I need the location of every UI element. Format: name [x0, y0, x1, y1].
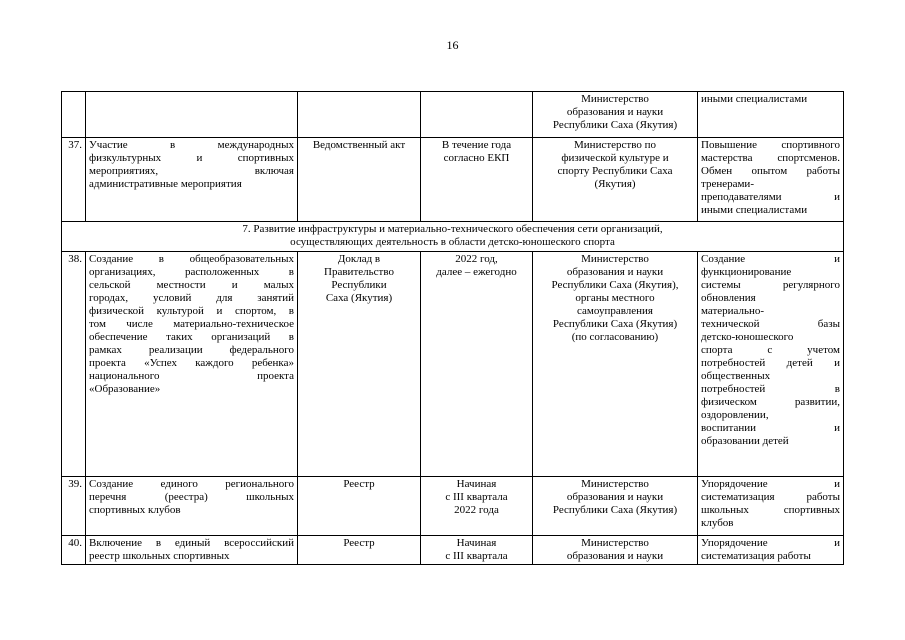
cell-text-line: 7. Развитие инфраструктуры и материально-технического обеспечения сети организаций, [242, 223, 663, 235]
cell-text-line: образования и науки [566, 491, 664, 503]
cell-text-line: Ведомственный акт [312, 139, 406, 151]
cell-text-line: спорта с учетом [701, 344, 840, 356]
cell-text-line: (по согласованию) [571, 331, 659, 343]
cell-text-line: Начиная [456, 537, 497, 549]
activity-cell [86, 92, 298, 138]
document-cell [298, 477, 421, 536]
activity-cell [86, 138, 298, 222]
cell-text-line: Министерство по [574, 139, 656, 151]
cell-text-line: том числе материально-техническое [89, 318, 294, 330]
deadline-cell [421, 92, 533, 138]
cell-text-line: функционирование [701, 266, 792, 278]
cell-text-line: мероприятиях, включая [89, 165, 294, 177]
cell-text-line: Участие в международных [89, 139, 294, 151]
section-header-row [62, 222, 844, 252]
cell-text-line: Республики Саха (Якутия), [551, 279, 679, 291]
cell-text-line: городах, условий для занятий [89, 292, 294, 304]
cell-text-line: иными специалистами [701, 93, 808, 105]
cell-text-line: воспитании и [701, 422, 840, 434]
responsible-cell [533, 252, 698, 477]
table-row [62, 536, 844, 565]
cell-text-line: мастерства спортсменов. [701, 152, 840, 164]
cell-text-line: иными специалистами [701, 204, 808, 216]
table-row [62, 477, 844, 536]
cell-text-line: Упорядочение и [701, 537, 840, 549]
cell-text-line: обновления [701, 292, 756, 304]
result-cell [698, 536, 844, 565]
cell-text-line: образования и науки [566, 550, 664, 562]
cell-text-line: 2022 год, [455, 253, 498, 265]
responsible-cell [533, 536, 698, 565]
cell-text-line: Министерство [581, 93, 649, 105]
cell-text-line: общественных [701, 370, 771, 382]
cell-text-line: Упорядочение и [701, 478, 840, 490]
cell-text-line: сельской местности и малых [89, 279, 294, 291]
cell-text-line: Включение в единый всероссийский [89, 537, 294, 549]
row-number-cell: 38. [62, 252, 86, 477]
responsible-cell [533, 138, 698, 222]
action-plan-table [61, 91, 844, 565]
cell-text-line: материально- [701, 305, 765, 317]
cell-text-line: организациях, расположенных в [89, 266, 294, 278]
cell-text-line: осуществляющих деятельность в области детско-юношеского спорта [290, 236, 615, 248]
cell-text-line: спортивных клубов [89, 504, 181, 516]
cell-text-line: потребностей в [701, 383, 840, 395]
cell-text-line: детско-юношеского [701, 331, 794, 343]
row-number-cell [62, 92, 86, 138]
cell-text-line: систематизация работы [701, 491, 840, 503]
cell-text-line: технической базы [701, 318, 840, 330]
cell-text-line: Республики [331, 279, 387, 291]
cell-text-line: В течение года [441, 139, 512, 151]
result-cell [698, 477, 844, 536]
activity-cell [86, 252, 298, 477]
cell-text-line: с III квартала [445, 491, 508, 503]
table-row [62, 92, 844, 138]
result-cell [698, 252, 844, 477]
cell-text-line: Создание единого регионального [89, 478, 294, 490]
cell-text-line: Повышение спортивного [701, 139, 840, 151]
table-row [62, 252, 844, 477]
result-cell [698, 92, 844, 138]
cell-text-line: Обмен опытом работы [701, 165, 840, 177]
deadline-cell [421, 252, 533, 477]
page-number: 16 [446, 38, 459, 52]
cell-text-line: проекта «Успех каждого ребенка» [89, 357, 294, 369]
responsible-cell [533, 477, 698, 536]
cell-text-line: Республики Саха (Якутия) [552, 119, 678, 131]
activity-cell [86, 477, 298, 536]
cell-text-line: Создание и [701, 253, 840, 265]
document-cell [298, 92, 421, 138]
cell-text-line: тренерами- [701, 178, 754, 190]
cell-text-line: образовании детей [701, 435, 789, 447]
document-cell [298, 536, 421, 565]
result-cell [698, 138, 844, 222]
cell-text-line: Начиная [456, 478, 497, 490]
cell-text-line: административные мероприятия [89, 178, 242, 190]
cell-text-line: Создание в общеобразовательных [89, 253, 294, 265]
cell-text-line: преподавателями и [701, 191, 840, 203]
cell-text-line: далее – ежегодно [436, 266, 517, 278]
cell-text-line: школьных спортивных [701, 504, 840, 516]
table-row [62, 138, 844, 222]
cell-text-line: Министерство [581, 537, 649, 549]
section-7-title [62, 222, 844, 252]
cell-text-line: рамках реализации федерального [89, 344, 294, 356]
cell-text-line: спорту Республики Саха [557, 165, 673, 177]
row-number-cell: 39. [62, 477, 86, 536]
cell-text-line: обеспечение таких организаций в [89, 331, 294, 343]
deadline-cell [421, 536, 533, 565]
cell-text-line: Республики Саха (Якутия) [552, 318, 678, 330]
cell-text-line: клубов [701, 517, 734, 529]
cell-text-line: физической культурой и спортом, в [89, 305, 294, 317]
cell-text-line: Республики Саха (Якутия) [552, 504, 678, 516]
row-number-cell: 37. [62, 138, 86, 222]
activity-cell [86, 536, 298, 565]
cell-text-line: Министерство [581, 253, 649, 265]
cell-text-line: согласно ЕКП [443, 152, 510, 164]
cell-text-line: физическом развитии, [701, 396, 840, 408]
cell-text-line: систематизация работы [701, 550, 811, 562]
cell-text-line: Министерство [581, 478, 649, 490]
document-cell [298, 252, 421, 477]
cell-text-line: «Образование» [89, 383, 161, 395]
cell-text-line: Правительство [324, 266, 394, 278]
cell-text-line: (Якутия) [594, 178, 636, 190]
cell-text-line: органы местного [575, 292, 655, 304]
cell-text-line: оздоровлении, [701, 409, 769, 421]
cell-text-line: Саха (Якутия) [325, 292, 393, 304]
document-cell [298, 138, 421, 222]
cell-text-line: физкультурных и спортивных [89, 152, 294, 164]
cell-text-line: потребностей детей и [701, 357, 840, 369]
row-number-cell: 40. [62, 536, 86, 565]
cell-text-line: национального проекта [89, 370, 294, 382]
cell-text-line: самоуправления [577, 305, 653, 317]
cell-text-line: Доклад в [337, 253, 381, 265]
cell-text-line: физической культуре и [561, 152, 669, 164]
deadline-cell [421, 138, 533, 222]
cell-text-line: Реестр [343, 537, 375, 549]
cell-text-line: перечня (реестра) школьных [89, 491, 294, 503]
deadline-cell [421, 477, 533, 536]
cell-text-line: образования и науки [566, 106, 664, 118]
cell-text-line: с III квартала [445, 550, 508, 562]
responsible-cell [533, 92, 698, 138]
cell-text-line: образования и науки [566, 266, 664, 278]
cell-text-line: Реестр [343, 478, 375, 490]
cell-text-line: реестр школьных спортивных [89, 550, 230, 562]
cell-text-line: 2022 года [454, 504, 499, 516]
cell-text-line: системы регулярного [701, 279, 840, 291]
